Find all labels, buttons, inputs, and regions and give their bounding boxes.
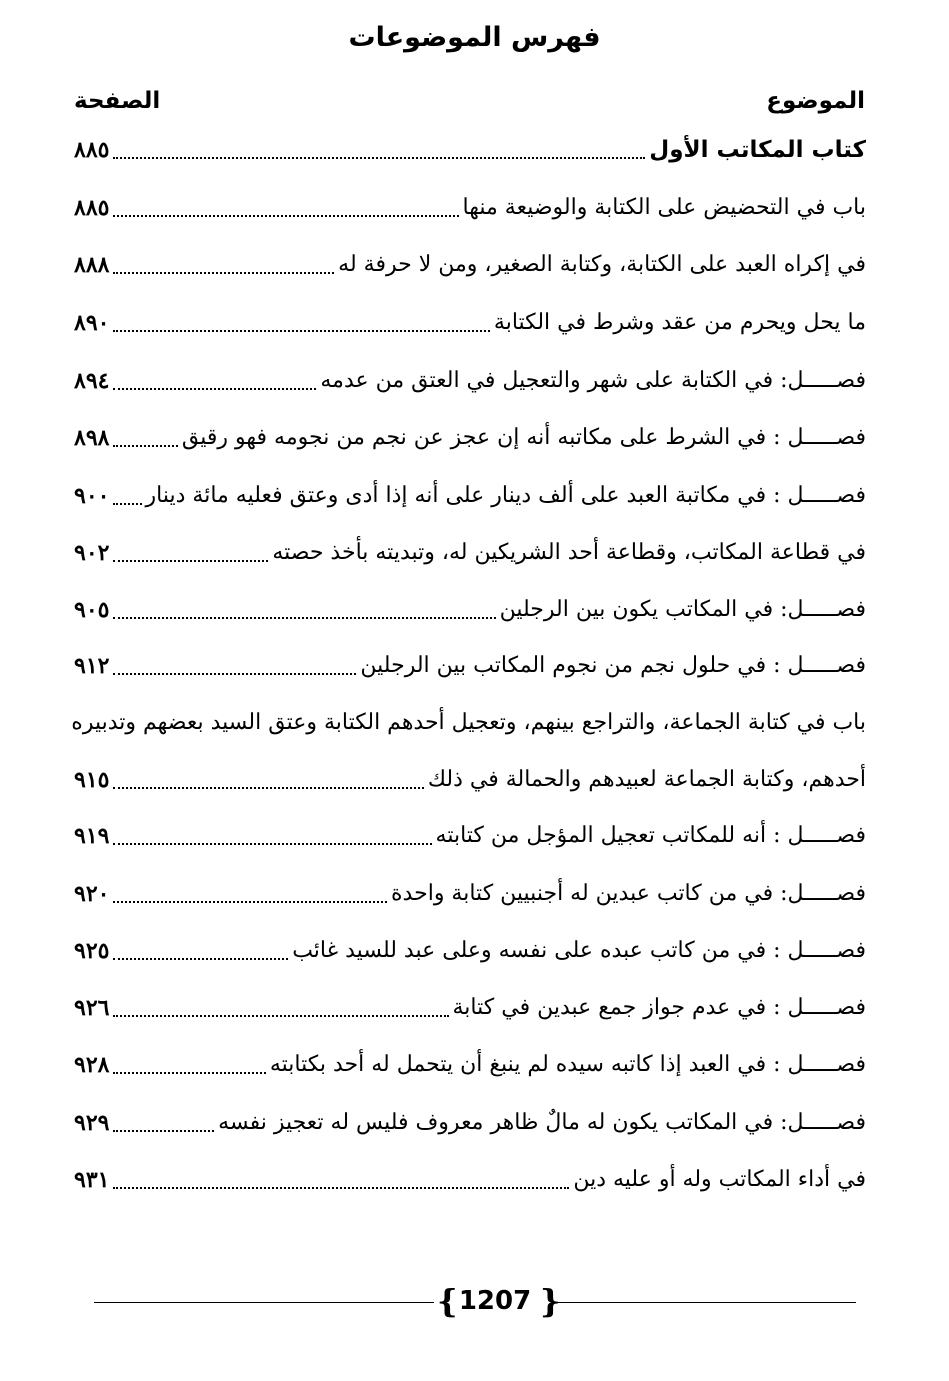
toc-entry-title: أحدهم، وكتابة الجماعة لعبيدهم والحمالة في ذلك: [427, 767, 866, 792]
toc-entry-page: ٩٢٥: [74, 938, 110, 964]
dot-leader: [113, 1186, 569, 1189]
toc-entry-title: في أداء المكاتب وله أو عليه دين: [573, 1167, 866, 1192]
toc-entry-title: ما يحل ويحرم من عقد وشرط في الكتابة: [493, 310, 866, 335]
toc-entry: [74, 533, 866, 573]
toc-entry-page: ٩٢٦: [74, 995, 110, 1021]
toc-entry: [74, 188, 866, 228]
toc-entry: [74, 874, 866, 914]
toc-entry-title: فصـــــل: في المكاتب يكون له مالٌ ظاهر معروف فليس له تعجيز نفسه: [218, 1110, 866, 1135]
toc-entry-page: ٨٩٤: [74, 368, 110, 394]
toc-entry: [74, 1160, 866, 1200]
dot-leader: [113, 672, 356, 675]
page-column-header: الصفحة: [74, 88, 161, 114]
toc-entry-page: ٨٨٥: [74, 195, 110, 221]
toc-entry-title: فصـــــل: في المكاتب يكون بين الرجلين: [499, 597, 866, 622]
toc-entry-title: فصـــــل : في الشرط على مكاتبه أنه إن عجز عن نجم من نجومه فهو رقيق: [181, 425, 866, 450]
toc-entry-title: فصـــــل : في عدم جواز جمع عبدين في كتابة: [452, 995, 866, 1020]
dot-leader: [113, 214, 458, 217]
page-title: فهرس الموضوعات: [348, 22, 601, 53]
toc-entry-title: في إكراه العبد على الكتابة، وكتابة الصغير، ومن لا حرفة له: [338, 252, 866, 277]
toc-entry-page: ٨٨٨: [74, 252, 110, 278]
dot-leader: [113, 559, 268, 562]
dot-leader: [113, 329, 489, 332]
dot-leader: [113, 957, 288, 960]
dot-leader: [113, 900, 387, 903]
toc-entry-title: باب في التحضيض على الكتابة والوضيعة منها: [462, 195, 866, 220]
toc-entry-title: فصـــــل: في من كاتب عبدين له أجنبيين كتابة واحدة: [391, 881, 866, 906]
toc-entry: [74, 245, 866, 285]
toc-entry: [71, 703, 866, 743]
footer-rule-right: [554, 1302, 856, 1303]
toc-entry-title: في قطاعة المكاتب، وقطاعة أحد الشريكين له، وتبديته بأخذ حصته: [272, 540, 866, 565]
folio-bracket-left: {: [437, 1282, 458, 1320]
toc-entry-page: ٨٨٥: [74, 137, 110, 163]
toc-entry-page: ٨٩٨: [74, 425, 110, 451]
topic-column-header: الموضوع: [766, 88, 865, 114]
toc-entry-page: ٩١٥: [74, 767, 110, 793]
dot-leader: [113, 444, 177, 447]
dot-leader: [113, 842, 431, 845]
dot-leader: [113, 1129, 214, 1132]
toc-entry-title: فصـــــل: في الكتابة على شهر والتعجيل في العتق من عدمه: [320, 368, 866, 393]
dot-leader: [113, 1071, 265, 1074]
dot-leader: [113, 1014, 448, 1017]
toc-entry: [74, 646, 866, 686]
dot-leader: [113, 156, 645, 159]
toc-entry-title: فصـــــل : في من كاتب عبده على نفسه وعلى عبد للسيد غائب: [292, 938, 866, 963]
toc-entry-page: ٩٢٨: [74, 1052, 110, 1078]
toc-entry: [74, 1045, 866, 1085]
toc-entry: [74, 816, 866, 856]
toc-entry-title: فصـــــل : في حلول نجم من نجوم المكاتب بين الرجلين: [360, 653, 866, 678]
toc-entry: [74, 361, 866, 401]
toc-entry: [74, 760, 866, 800]
toc-entry: [74, 303, 866, 343]
toc-entry: [74, 476, 866, 516]
toc-entry-page: ٩٠٢: [74, 540, 110, 566]
toc-entry: [74, 590, 866, 630]
toc-entry: [74, 931, 866, 971]
toc-entry-title: فصـــــل : في مكاتبة العبد على ألف دينار على أنه إذا أدى وعتق فعليه مائة دينار: [145, 483, 866, 508]
toc-entry-page: ٩٢٩: [74, 1110, 110, 1136]
toc-entry: [74, 130, 866, 170]
dot-leader: [113, 502, 141, 505]
dot-leader: [113, 271, 334, 274]
footer-rule-left: [94, 1302, 434, 1303]
toc-entry-title: فصـــــل : أنه للمكاتب تعجيل المؤجل من كتابته: [435, 823, 866, 848]
toc-entry-title: باب في كتابة الجماعة، والتراجع بينهم، وتعجيل أحدهم الكتابة وعتق السيد بعضهم وتدبيره: [71, 710, 866, 735]
page-number: 1207: [458, 1286, 532, 1316]
dot-leader: [113, 616, 495, 619]
toc-entry: [74, 988, 866, 1028]
folio-bracket-right: }: [540, 1282, 561, 1320]
toc-entry-page: ٩١٢: [74, 653, 110, 679]
toc-entry-title: كتاب المكاتب الأول: [649, 137, 866, 163]
toc-entry-page: ٩٢٠: [74, 881, 110, 907]
dot-leader: [113, 786, 423, 789]
toc-entry-page: ٩٠٥: [74, 597, 110, 623]
toc-entry-page: ٩٠٠: [74, 483, 110, 509]
toc-entry-title: فصـــــل : في العبد إذا كاتبه سيده لم ينبغ أن يتحمل له أحد بكتابته: [269, 1052, 866, 1077]
dot-leader: [113, 387, 316, 390]
toc-entry-page: ٩١٩: [74, 823, 110, 849]
toc-entry-page: ٨٩٠: [74, 310, 110, 336]
toc-entry: [74, 418, 866, 458]
toc-entry: [74, 1103, 866, 1143]
toc-entry-page: ٩٣١: [74, 1167, 110, 1193]
